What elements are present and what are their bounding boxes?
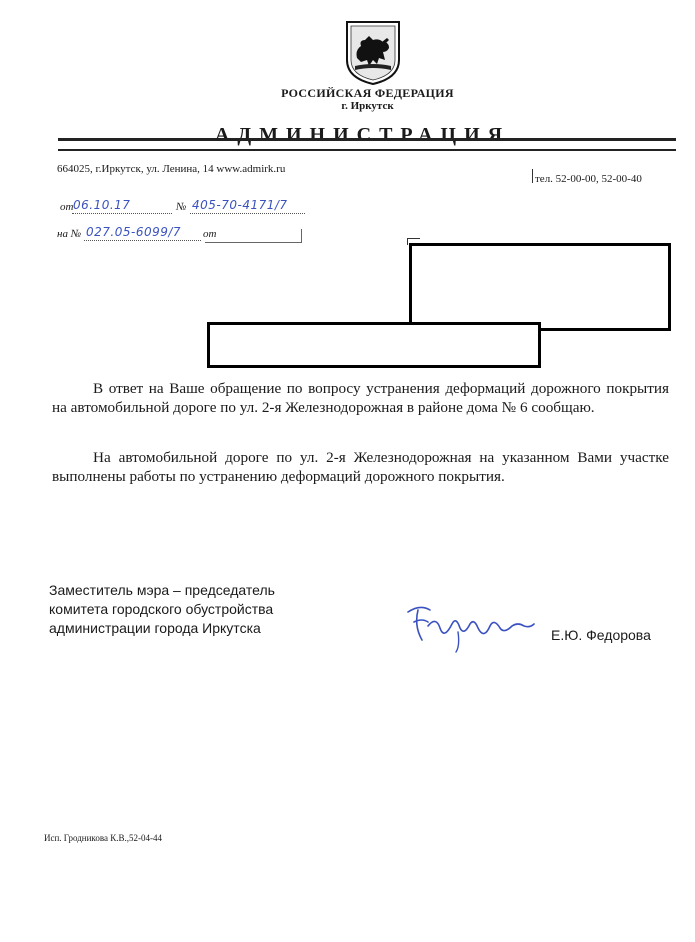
outgoing-date: 06.10.17 xyxy=(73,198,131,212)
executor-note: Исп. Гродникова К.В.,52-04-44 xyxy=(44,833,162,843)
administration-title: АДМИНИСТРАЦИЯ xyxy=(214,124,511,146)
signer-position-line-3: администрации города Иркутска xyxy=(49,620,261,636)
number-label: № xyxy=(176,201,187,213)
phone-numbers: тел. 52-00-00, 52-00-40 xyxy=(535,173,642,185)
address-line: 664025, г.Иркутск, ул. Ленина, 14 www.admirk.ru xyxy=(57,163,286,175)
reply-number-underline xyxy=(84,240,201,241)
city-heading: г. Иркутск xyxy=(341,100,394,112)
number-underline xyxy=(190,213,305,214)
letterhead-rule-top xyxy=(58,138,676,141)
signer-position-line-2: комитета городского обустройства xyxy=(49,601,274,617)
redacted-salutation-block xyxy=(207,322,541,368)
reply-to-label: на № xyxy=(57,228,82,240)
handwritten-signature xyxy=(400,596,540,654)
reply-date-field xyxy=(205,229,302,243)
coat-of-arms-emblem xyxy=(343,20,403,86)
date-underline xyxy=(72,213,172,214)
signer-position-line-1: Заместитель мэра – председатель xyxy=(49,582,275,598)
date-label: от xyxy=(60,201,74,213)
letterhead-rule-bottom xyxy=(58,149,676,151)
reply-to-number: 027.05-6099/7 xyxy=(86,225,182,239)
body-paragraph-1: В ответ на Ваше обращение по вопросу устранения деформаций дорожного покрытия на автомобильной дороге по ул. 2-я Железнодорожная в районе дома № 6 сообщаю. xyxy=(52,380,669,416)
body-paragraph-2: На автомобильной дороге по ул. 2-я Железнодорожная на указанном Вами участке выполнены работы по устранению деформаций дорожного покрытия. xyxy=(52,449,669,485)
phones-divider xyxy=(532,169,533,183)
redacted-addressee-block xyxy=(409,243,671,331)
country-heading: РОССИЙСКАЯ ФЕДЕРАЦИЯ xyxy=(281,86,454,100)
outgoing-number: 405-70-4171/7 xyxy=(192,198,288,212)
reply-date-label: от xyxy=(203,228,217,240)
signer-position xyxy=(49,581,275,638)
signer-name: Е.Ю. Федорова xyxy=(551,627,651,643)
